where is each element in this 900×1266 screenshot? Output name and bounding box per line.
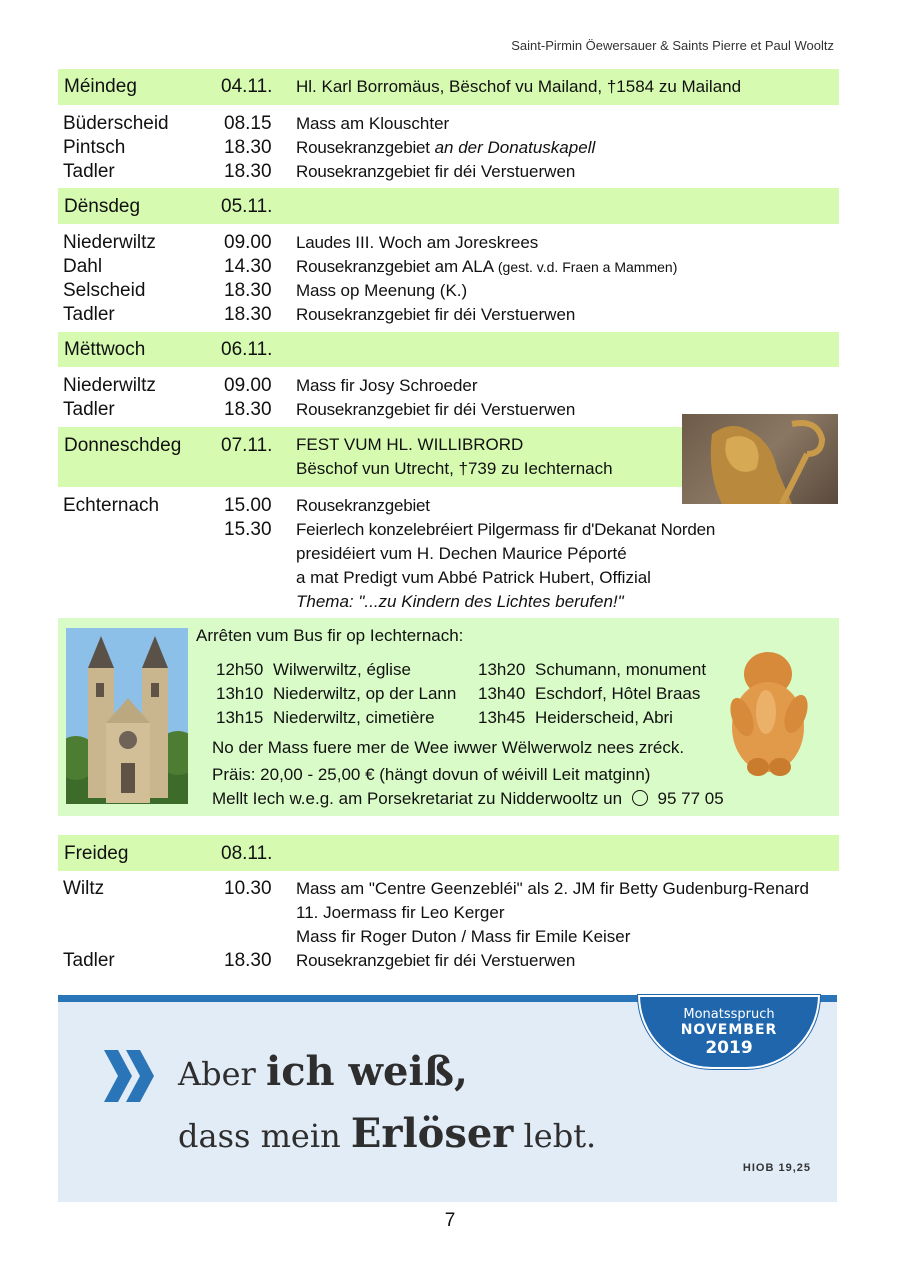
- day-name: Méindeg: [64, 76, 137, 97]
- time: 10.30: [224, 878, 272, 899]
- event: Rousekranzgebiet: [296, 496, 430, 515]
- place: Tadler: [63, 399, 115, 420]
- bus-stop: 13h10 Niederwiltz, op der Lann: [216, 684, 457, 703]
- day-date: 04.11.: [221, 76, 273, 97]
- event: Rousekranzgebiet fir déi Verstuerwen: [296, 305, 576, 324]
- time: 18.30: [224, 399, 272, 420]
- return-note: No der Mass fuere mer de Wee iwwer Wëlwerwolz nees zréck.: [212, 738, 685, 757]
- bus-stop: 13h20 Schumann, monument: [478, 660, 707, 679]
- event: presidéiert vum H. Dechen Maurice Péporté: [296, 544, 627, 563]
- event: Thema: "...zu Kindern des Lichtes berufen!": [296, 592, 624, 611]
- time: 18.30: [224, 280, 272, 301]
- event: a mat Predigt vum Abbé Patrick Hubert, Offizial: [296, 568, 651, 587]
- time: 08.15: [224, 113, 272, 134]
- page-header: Saint-Pirmin Öewersauer & Saints Pierre et Paul Wooltz: [511, 38, 834, 53]
- place: Tadler: [63, 304, 115, 325]
- event: Rousekranzgebiet fir déi Verstuerwen: [296, 162, 576, 181]
- event: Feierlech konzelebréiert Pilgermass fir d'Dekanat Norden: [296, 520, 716, 539]
- day-name: Dënsdeg: [64, 196, 141, 217]
- page-number: 7: [444, 1210, 456, 1231]
- event: Mass am "Centre Geenzebléi" als 2. JM fir Betty Gudenburg-Renard: [296, 879, 810, 898]
- verse-line-2: dass mein Erlöser lebt.: [178, 1110, 597, 1157]
- day-band-meindeg: [58, 69, 839, 105]
- event: Rousekranzgebiet an der Donatuskapell: [296, 138, 596, 157]
- time: 15.00: [224, 495, 272, 516]
- day-band-mettwoch: [58, 332, 839, 367]
- day-description: FEST VUM HL. WILLIBRORD: [296, 435, 524, 454]
- day-date: 05.11.: [221, 196, 273, 217]
- day-name: Freideg: [64, 843, 129, 864]
- bus-stop: 13h45 Heiderscheid, Abri: [478, 708, 673, 727]
- bus-info-box: [58, 618, 839, 816]
- month-badge: Monatsspruch NOVEMBER 2019: [638, 995, 820, 1069]
- event: Rousekranzgebiet fir déi Verstuerwen: [296, 400, 576, 419]
- place: Tadler: [63, 950, 115, 971]
- day-description-sub: Bëschof vun Utrecht, †739 zu Iechternach: [296, 459, 613, 478]
- event: Laudes III. Woch am Joreskrees: [296, 233, 539, 252]
- place: Echternach: [63, 495, 160, 516]
- time: 09.00: [224, 375, 272, 396]
- time: 18.30: [224, 304, 272, 325]
- event: Mass fir Josy Schroeder: [296, 376, 478, 395]
- day-date: 07.11.: [221, 435, 273, 456]
- place: Niederwiltz: [63, 375, 156, 396]
- time: 18.30: [224, 137, 272, 158]
- place: Wiltz: [63, 878, 105, 899]
- basilica-image: [66, 628, 188, 804]
- bus-stop: 13h15 Niederwiltz, cimetière: [216, 708, 435, 727]
- verse-line-1: Aber ich weiß,: [178, 1048, 468, 1095]
- phone-icon: [632, 790, 648, 806]
- day-description: Hl. Karl Borromäus, Bëschof vu Mailand, †1584 zu Mailand: [296, 77, 742, 96]
- bus-stop: 13h40 Eschdorf, Hôtel Braas: [478, 684, 701, 703]
- chevron-right-icon: [104, 1050, 158, 1107]
- event: Mass op Meenung (K.): [296, 281, 468, 300]
- time: 14.30: [224, 256, 272, 277]
- event: 11. Joermass fir Leo Kerger: [296, 903, 505, 922]
- day-band-densdeg: [58, 188, 839, 224]
- event: Rousekranzgebiet fir déi Verstuerwen: [296, 951, 576, 970]
- place: Tadler: [63, 161, 115, 182]
- contact-note: Mellt Iech w.e.g. am Porsekretariat zu Nidderwooltz un 95 77 05: [212, 789, 724, 808]
- willibrord-statue-image: [682, 414, 838, 504]
- place: Büderscheid: [63, 113, 169, 134]
- event: Mass am Klouschter: [296, 114, 450, 133]
- day-band-freideg: [58, 835, 839, 871]
- day-date: 08.11.: [221, 843, 273, 864]
- time: 18.30: [224, 950, 272, 971]
- monatsspruch-banner: [58, 995, 837, 1202]
- price-note: Präis: 20,00 - 25,00 € (hängt dovun of wéivill Leit matginn): [212, 765, 651, 784]
- bus-stop: 12h50 Wilwerwiltz, église: [216, 660, 411, 679]
- event: Rousekranzgebiet am ALA (gest. v.d. Fraen a Mammen): [296, 257, 678, 276]
- time: 09.00: [224, 232, 272, 253]
- time: 18.30: [224, 161, 272, 182]
- event: Mass fir Roger Duton / Mass fir Emile Keiser: [296, 927, 631, 946]
- day-name: Mëttwoch: [64, 339, 146, 360]
- time: 15.30: [224, 519, 272, 540]
- place: Niederwiltz: [63, 232, 156, 253]
- place: Pintsch: [63, 137, 126, 158]
- day-date: 06.11.: [221, 339, 273, 360]
- verse-reference: HIOB 19,25: [742, 1162, 811, 1174]
- place: Dahl: [63, 256, 103, 277]
- place: Selscheid: [63, 280, 146, 301]
- bus-title: Arrêten vum Bus fir op Iechternach:: [196, 626, 464, 645]
- day-band-donneschdeg: [58, 427, 682, 487]
- day-name: Donneschdeg: [64, 435, 182, 456]
- bread-image: [722, 642, 818, 782]
